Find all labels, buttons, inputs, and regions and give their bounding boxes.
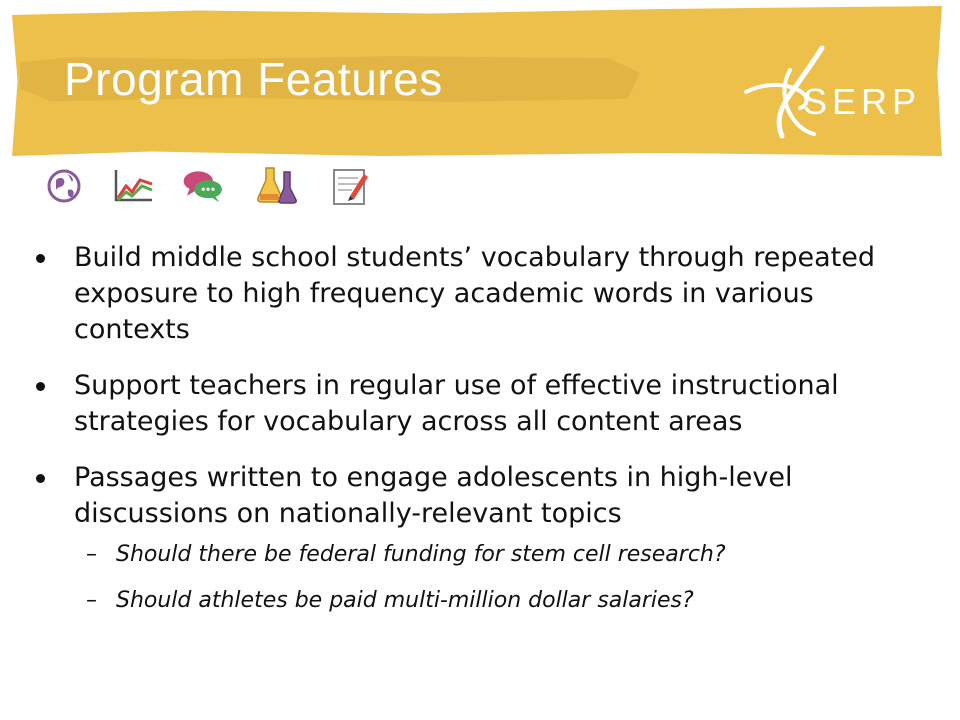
globe-icon bbox=[44, 164, 88, 208]
serp-logo-text: SERP bbox=[803, 81, 922, 122]
subject-icons-row bbox=[44, 164, 374, 208]
notepad-icon bbox=[328, 164, 372, 208]
sub-bullet-item: – Should there be federal funding for stem cell research? bbox=[30, 540, 910, 570]
bullet-item: Support teachers in regular use of effective instructional strategies for vocabulary across all content areas bbox=[30, 368, 910, 440]
flask-icon bbox=[256, 164, 300, 208]
sub-bullet-item: – Should athletes be paid multi-million dollar salaries? bbox=[30, 586, 910, 616]
bullet-list bbox=[30, 240, 910, 632]
bullet-item: Build middle school students’ vocabulary through repeated exposure to high frequency academic words in various contexts bbox=[30, 240, 910, 348]
bullet-item: Passages written to engage adolescents in high-level discussions on nationally-relevant topics bbox=[30, 460, 910, 532]
page-title: Program Features bbox=[64, 53, 443, 105]
speech-bubbles-icon bbox=[182, 164, 226, 208]
line-chart-icon bbox=[112, 164, 156, 208]
